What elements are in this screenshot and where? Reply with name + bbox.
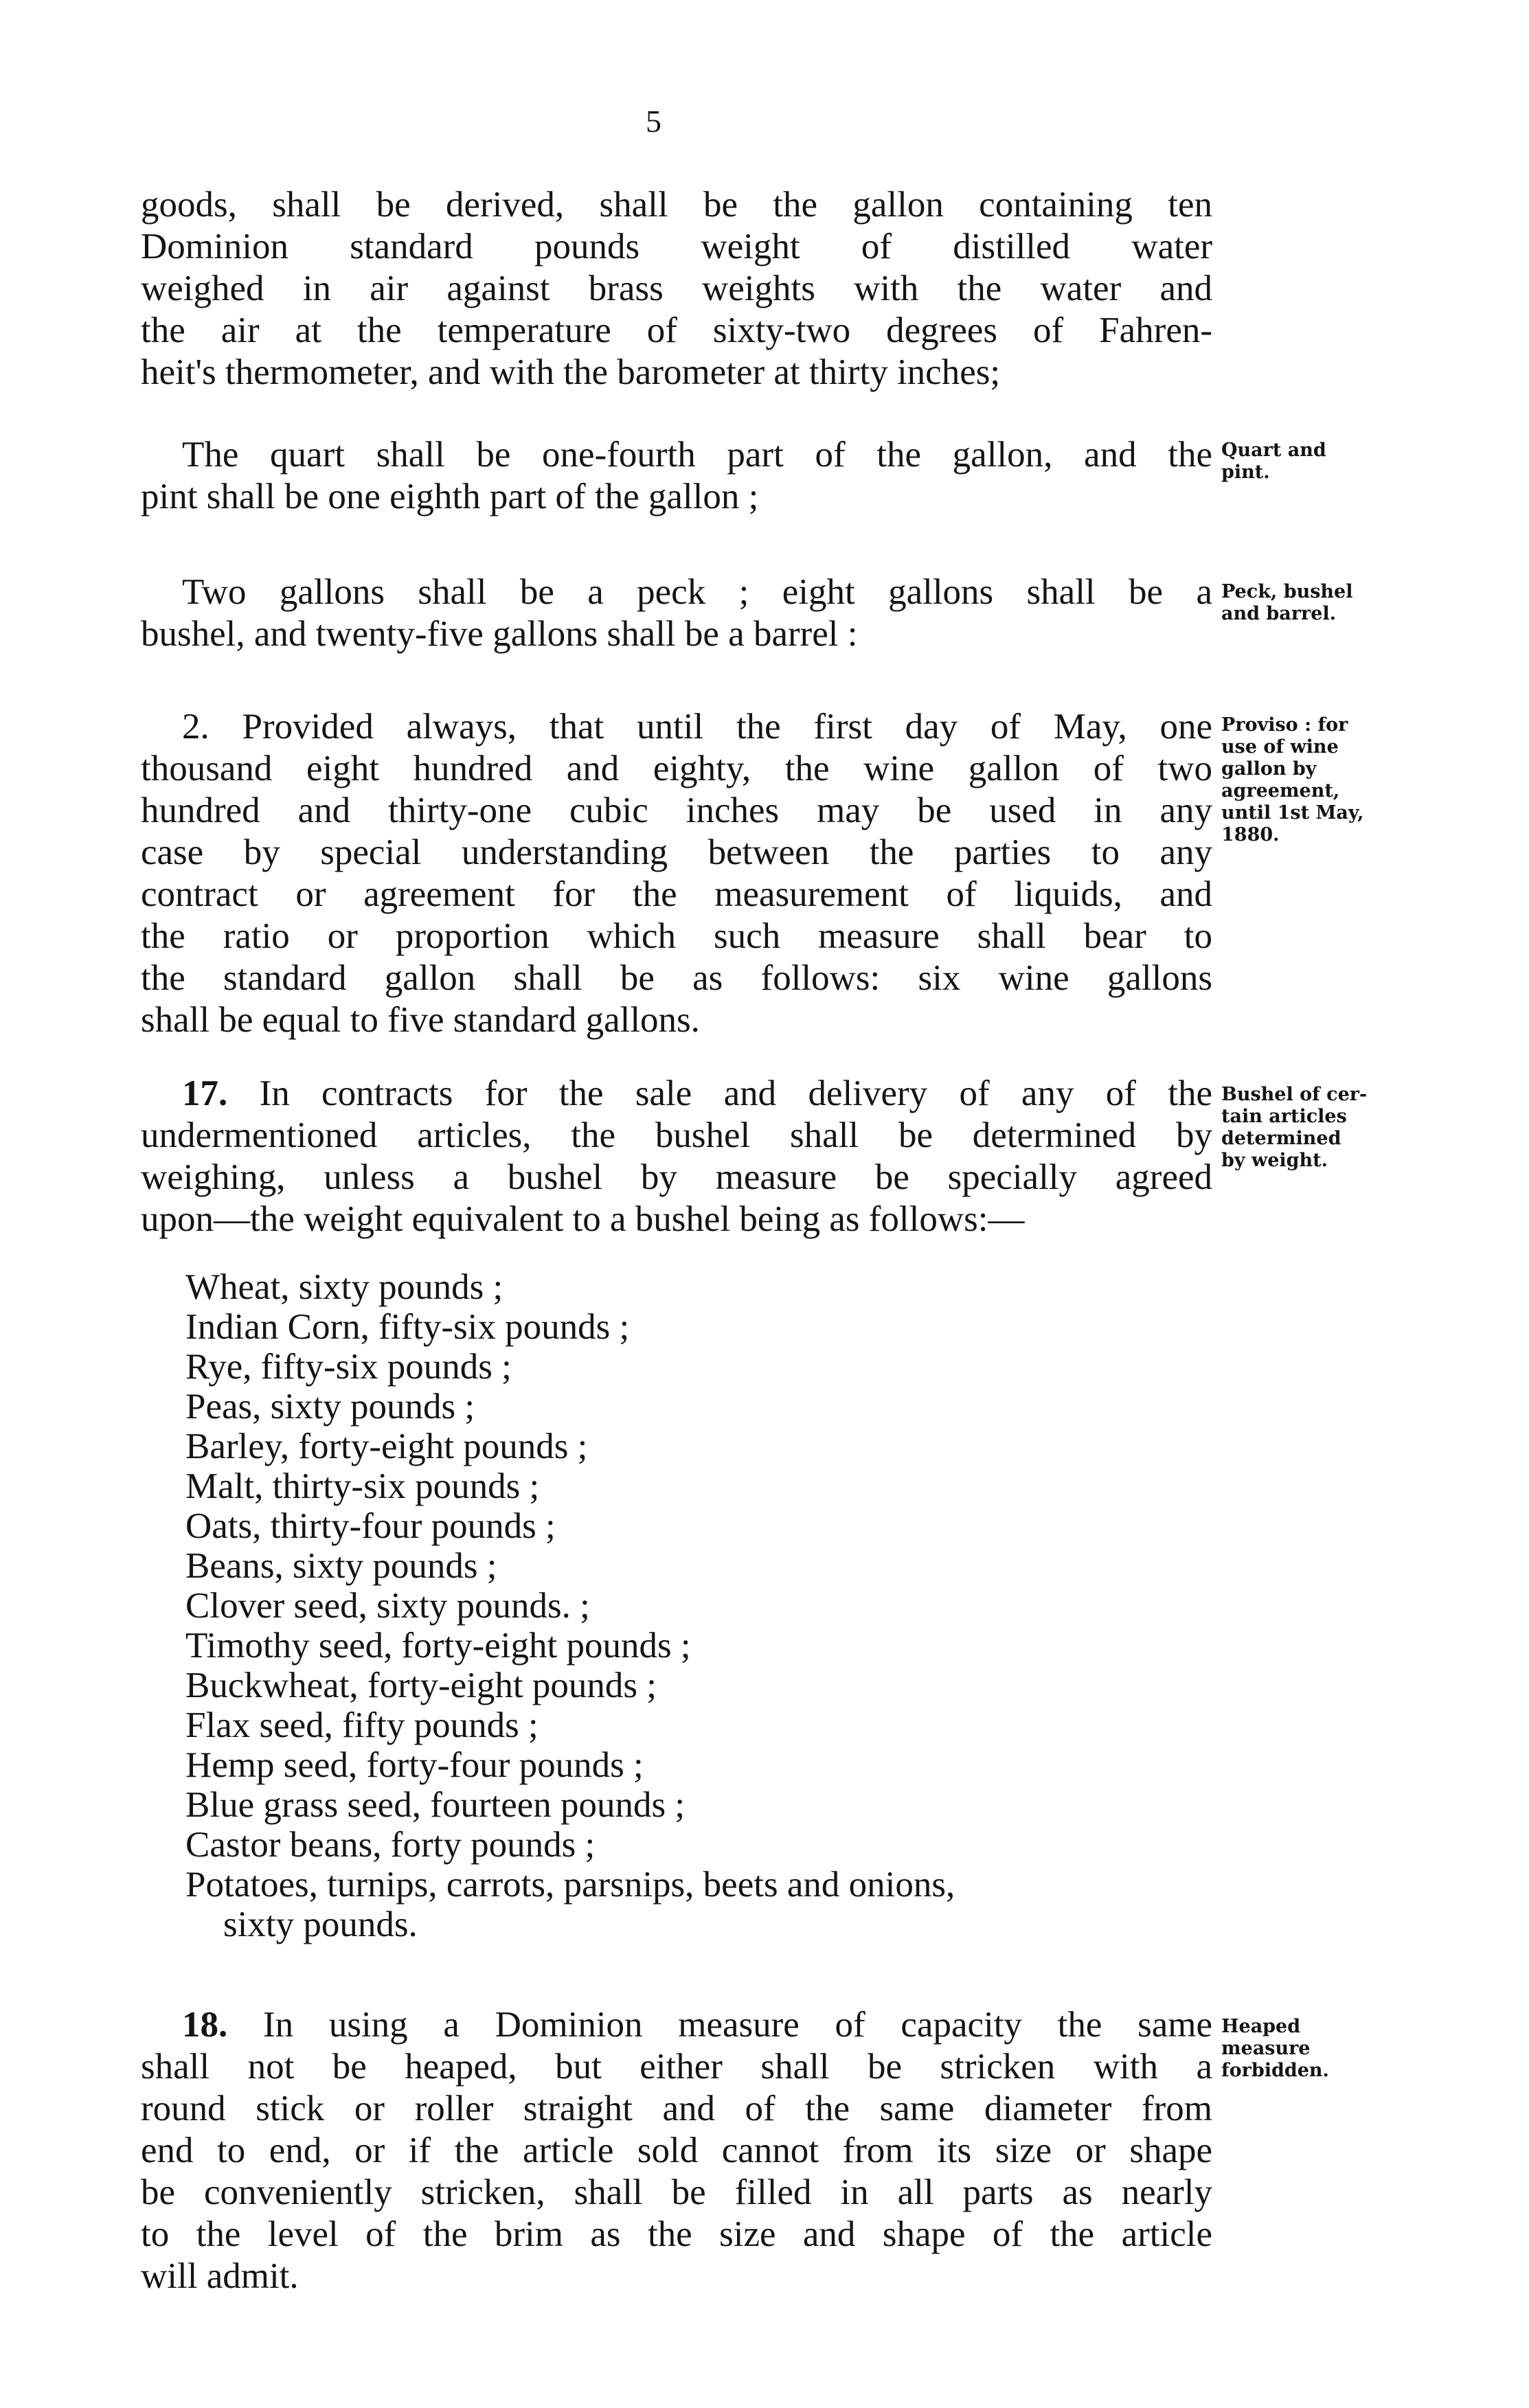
margin-note-line: 1880. bbox=[1221, 824, 1280, 845]
section-number: 18. bbox=[182, 2005, 228, 2045]
text-line: shall be equal to five standard gallons. bbox=[141, 1000, 700, 1040]
margin-note-line: measure bbox=[1221, 2038, 1311, 2059]
list-item: sixty pounds. bbox=[223, 1905, 418, 1944]
text-line: 2. Provided always, that until the first day of May, one bbox=[182, 707, 1212, 747]
text-line: undermentioned articles, the bushel shall be determined by bbox=[141, 1115, 1212, 1155]
list-item: Barley, forty-eight pounds ; bbox=[185, 1427, 588, 1466]
margin-note-line: by weight. bbox=[1221, 1150, 1328, 1171]
list-item: Potatoes, turnips, carrots, parsnips, beets and onions, bbox=[185, 1865, 955, 1905]
margin-note-line: agreement, bbox=[1221, 780, 1340, 802]
text-line: the air at the temperature of sixty-two degrees of Fahren- bbox=[141, 310, 1212, 350]
margin-note-line: Bushel of cer- bbox=[1221, 1084, 1368, 1105]
list-item: Wheat, sixty pounds ; bbox=[185, 1267, 503, 1307]
margin-note-line: gallon by bbox=[1221, 758, 1317, 780]
list-item: Castor beans, forty pounds ; bbox=[185, 1825, 596, 1865]
margin-note-line: Peck, bushel bbox=[1221, 581, 1353, 602]
margin-note-quart-pint bbox=[1221, 440, 1379, 484]
text-line: upon—the weight equivalent to a bushel being as follows:— bbox=[141, 1199, 1025, 1239]
list-item: Blue grass seed, fourteen pounds ; bbox=[185, 1785, 686, 1825]
margin-note-line: forbidden. bbox=[1221, 2060, 1329, 2081]
margin-note-line: and barrel. bbox=[1221, 603, 1337, 624]
text-line: the ratio or proportion which such measure shall bear to bbox=[141, 916, 1212, 956]
text-fragment: In contracts for the sale and delivery of any of the bbox=[227, 1074, 1212, 1113]
text-fragment: In using a Dominion measure of capacity the same bbox=[227, 2005, 1212, 2045]
list-item: Hemp seed, forty-four pounds ; bbox=[185, 1745, 644, 1785]
paragraph-quart-pint bbox=[141, 434, 1212, 518]
text-line: pint shall be one eighth part of the gallon ; bbox=[141, 477, 759, 516]
text-line: contract or agreement for the measurement of liquids, and bbox=[141, 874, 1212, 914]
list-item: Oats, thirty-four pounds ; bbox=[185, 1506, 556, 1546]
paragraph-section-18 bbox=[141, 2004, 1212, 2297]
text-line: shall not be heaped, but either shall be stricken with a bbox=[141, 2047, 1212, 2087]
list-item: Indian Corn, fifty-six pounds ; bbox=[185, 1307, 630, 1347]
text-line: bushel, and twenty-five gallons shall be a barrel : bbox=[141, 614, 858, 654]
list-item: Rye, fifty-six pounds ; bbox=[185, 1347, 512, 1387]
paragraph-section-17 bbox=[141, 1073, 1212, 1240]
paragraph-peck-bushel bbox=[141, 571, 1212, 655]
text-line: end to end, or if the article sold cannot from its size or shape bbox=[141, 2131, 1212, 2170]
list-item: Clover seed, sixty pounds. ; bbox=[185, 1586, 590, 1626]
margin-note-line: tain articles bbox=[1221, 1106, 1347, 1127]
text-line: weighing, unless a bushel by measure be specially agreed bbox=[141, 1157, 1212, 1197]
text-line bbox=[141, 2004, 1212, 2046]
list-item: Peas, sixty pounds ; bbox=[185, 1387, 475, 1427]
margin-note-bushel-weight bbox=[1221, 1084, 1379, 1172]
list-item: Beans, sixty pounds ; bbox=[185, 1546, 497, 1586]
text-line: Two gallons shall be a peck ; eight gallons shall be a bbox=[182, 572, 1212, 612]
text-line: thousand eight hundred and eighty, the wine gallon of two bbox=[141, 749, 1212, 788]
margin-note-line: Heaped bbox=[1221, 2016, 1301, 2037]
text-line: case by special understanding between the parties to any bbox=[141, 832, 1212, 872]
list-item: Buckwheat, forty-eight pounds ; bbox=[185, 1666, 657, 1705]
margin-note-peck-bushel bbox=[1221, 581, 1379, 625]
page-number: 5 bbox=[646, 104, 661, 139]
section-number: 17. bbox=[182, 1074, 228, 1113]
text-line: round stick or roller straight and of the same diameter from bbox=[141, 2089, 1212, 2128]
text-line bbox=[141, 1073, 1212, 1115]
text-line: the standard gallon shall be as follows: six wine gallons bbox=[141, 958, 1212, 998]
text-line: will admit. bbox=[141, 2256, 299, 2296]
margin-note-line: until 1st May, bbox=[1221, 802, 1364, 824]
list-item: Malt, thirty-six pounds ; bbox=[185, 1466, 540, 1506]
text-line: The quart shall be one-fourth part of the gallon, and the bbox=[182, 435, 1212, 475]
text-line: to the level of the brim as the size and shape of the article bbox=[141, 2214, 1212, 2254]
paragraph-gallon-definition bbox=[141, 184, 1212, 394]
text-line: weighed in air against brass weights with the water and bbox=[141, 269, 1212, 308]
text-line: be conveniently stricken, shall be filled in all parts as nearly bbox=[141, 2172, 1212, 2212]
margin-note-heaped bbox=[1221, 2016, 1379, 2082]
text-line: heit's thermometer, and with the barometer at thirty inches; bbox=[141, 352, 1001, 392]
grain-weight-list bbox=[185, 1267, 1216, 1944]
margin-note-line: determined bbox=[1221, 1128, 1341, 1149]
text-line: Dominion standard pounds weight of distilled water bbox=[141, 227, 1212, 266]
margin-note-proviso bbox=[1221, 714, 1379, 846]
text-line: hundred and thirty-one cubic inches may be used in any bbox=[141, 791, 1212, 830]
list-item: Timothy seed, forty-eight pounds ; bbox=[185, 1626, 691, 1666]
text-line: goods, shall be derived, shall be the gallon containing ten bbox=[141, 185, 1212, 225]
margin-note-line: Proviso : for bbox=[1221, 714, 1348, 736]
margin-note-line: pint. bbox=[1221, 462, 1270, 483]
paragraph-proviso bbox=[141, 706, 1212, 1041]
margin-note-line: Quart and bbox=[1221, 440, 1326, 461]
margin-note-line: use of wine bbox=[1221, 736, 1339, 758]
list-item: Flax seed, fifty pounds ; bbox=[185, 1705, 539, 1745]
